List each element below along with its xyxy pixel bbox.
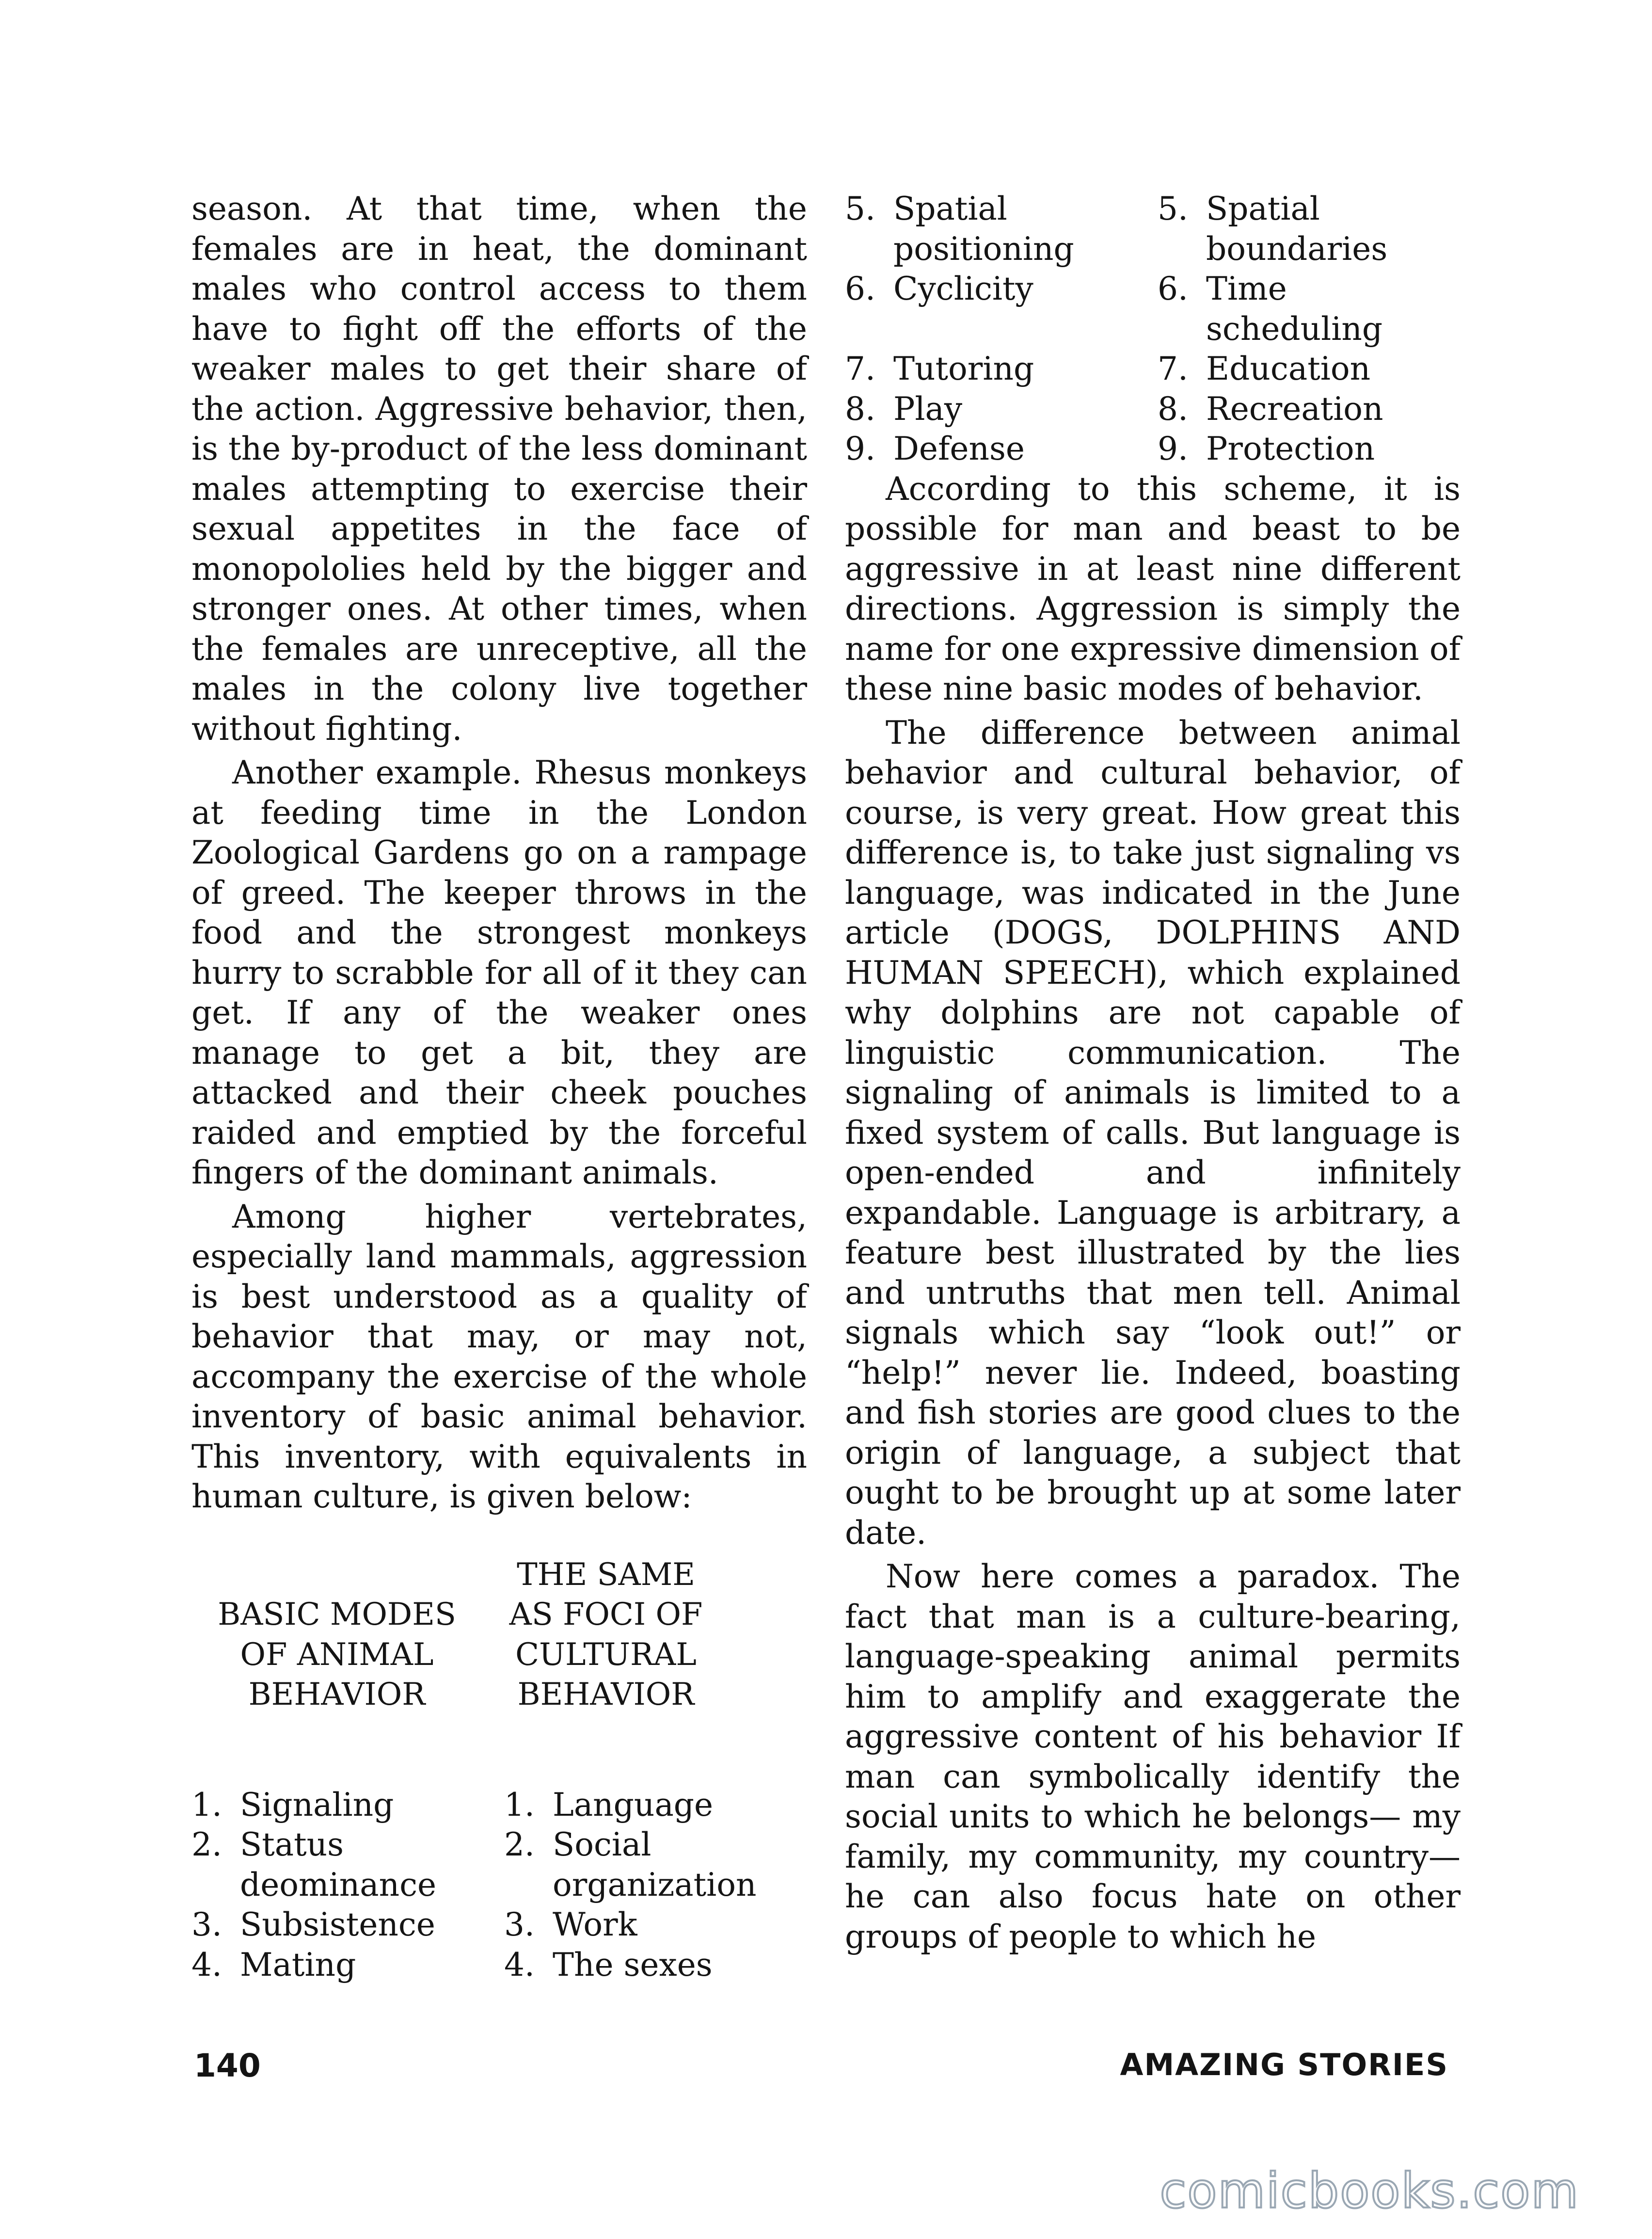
item-text — [893, 429, 1025, 469]
paragraph: According to this scheme, it is possible for man and beast to be aggressive in at least nine different directions. Aggression is simply the name for one expressive dimension of these nine basic modes of behavior. — [845, 470, 1461, 707]
list-item — [191, 1945, 356, 1985]
list-item — [191, 1785, 394, 1825]
heading-cultural-foci: THE SAME AS FOCI OF CULTURAL BEHAVIOR — [509, 1556, 703, 1712]
item-number: 7. — [1158, 350, 1188, 387]
list-item — [504, 1945, 713, 1985]
item-text — [893, 189, 1074, 269]
list-item — [845, 269, 1033, 309]
item-number: 9. — [1158, 430, 1188, 467]
table-headings — [191, 1555, 807, 1785]
list-item — [191, 1905, 435, 1945]
item-number: 8. — [845, 390, 875, 428]
item-text — [553, 1945, 713, 1985]
list-item — [845, 389, 962, 430]
item-line: Mating — [240, 1946, 356, 1983]
behavior-list-left — [191, 1785, 807, 1985]
item-line: Language — [553, 1786, 714, 1823]
item-number: 6. — [845, 270, 875, 307]
item-line: Play — [893, 390, 963, 428]
item-line: The sexes — [553, 1946, 713, 1983]
item-number: 1. — [504, 1786, 535, 1823]
item-text — [1206, 389, 1383, 430]
item-text — [553, 1905, 637, 1945]
item-text — [893, 269, 1033, 309]
paragraph: Now here comes a paradox. The fact that man is a culture-bearing, language-speaking animal permits him to amplify and exaggerate the aggressive content of his behavior If man can symbolically identify the social units to which he belongs— my family, my community, my country—he can also focus hate on other groups of people to which he — [845, 1558, 1461, 1955]
paragraph: season. At that time, when the females are in heat, the dominant males who control access to them have to fight off the efforts of the weaker males to get their share of the action. Aggressive behavior, then, is the by-product of the less dominant males attempting to exercise their sexual appetites in the face of monopololies held by the bigger and stronger ones. At other times, when the females are unreceptive, all the males in the colony live together without fighting. — [191, 190, 807, 748]
item-line: Status — [240, 1826, 344, 1863]
heading-basic-modes: BASIC MODES OF ANIMAL BEHAVIOR — [218, 1597, 456, 1712]
item-text — [1206, 429, 1375, 469]
item-text — [553, 1825, 757, 1905]
item-line: Work — [553, 1906, 637, 1943]
item-line: Time — [1206, 270, 1287, 307]
list-item — [1158, 269, 1382, 349]
item-line: Education — [1206, 350, 1371, 387]
item-number: 8. — [1158, 390, 1188, 428]
list-item — [1158, 349, 1370, 389]
item-number: 3. — [191, 1906, 222, 1943]
item-line: Protection — [1206, 430, 1375, 467]
paragraph: Another example. Rhesus monkeys at feeding time in the London Zoological Gardens go on a rampage of greed. The keeper throws in the food and the strongest monkeys hurry to scrabble for all of it they can get. If any of the weaker ones manage to get a bit, they are attacked and their cheek pouches raided and emptied by the forceful fingers of the dominant animals. — [191, 754, 807, 1191]
item-number: 7. — [845, 350, 875, 387]
item-text — [1206, 349, 1370, 389]
list-item — [845, 189, 1074, 269]
item-number: 5. — [845, 190, 875, 227]
item-line: Defense — [893, 430, 1025, 467]
item-line: Spatial — [1206, 190, 1320, 227]
item-text — [240, 1825, 436, 1905]
list-item — [845, 429, 1025, 469]
item-number: 3. — [504, 1906, 535, 1943]
list-item — [1158, 189, 1387, 269]
item-number: 4. — [191, 1946, 222, 1983]
item-text — [240, 1785, 394, 1825]
list-item — [1158, 389, 1383, 430]
list-item — [1158, 429, 1375, 469]
item-text — [1206, 189, 1387, 269]
item-text — [1206, 269, 1382, 349]
item-number: 2. — [504, 1826, 535, 1863]
page-number: 140 — [194, 2047, 261, 2084]
list-item — [845, 349, 1034, 389]
item-text — [553, 1785, 713, 1825]
item-line: positioning — [893, 230, 1074, 268]
item-line: Social — [553, 1826, 651, 1863]
item-line: organization — [553, 1866, 757, 1903]
running-title: AMAZING STORIES — [1120, 2047, 1448, 2082]
item-text — [240, 1905, 435, 1945]
list-item — [504, 1825, 757, 1905]
watermark: comicbooks.com — [1160, 2162, 1579, 2219]
item-line: Cyclicity — [893, 270, 1033, 307]
item-line: Tutoring — [893, 350, 1034, 387]
paragraph: Among higher vertebrates, especially land mammals, aggression is best understood as a quality of behavior that may, or may not, accompany the exercise of the whole inventory of basic animal behavior. This inventory, with equivalents in human culture, is given below: — [191, 1198, 807, 1515]
list-item — [191, 1825, 436, 1905]
behavior-list-right — [845, 189, 1461, 469]
item-number: 1. — [191, 1786, 222, 1823]
item-line: Recreation — [1206, 390, 1383, 428]
item-text — [893, 389, 962, 430]
item-number: 4. — [504, 1946, 535, 1983]
item-text — [893, 349, 1034, 389]
item-number: 2. — [191, 1826, 222, 1863]
item-text — [240, 1945, 356, 1985]
item-line: boundaries — [1206, 230, 1388, 268]
paragraph: The difference between animal behavior and cultural behavior, of course, is very great. How great this difference is, to take just signaling vs language, was indicated in the June article (DOGS, DOLPHINS AND HUMAN SPEECH), which explained why dolphins are not capable of linguistic communication. The signaling of animals is limited to a fixed system of calls. But language is open-ended and infinitely expandable. Language is arbitrary, a feature best illustrated by the lies and untruths that men tell. Animal signals which say “look out!” or “help!” never lie. Indeed, boasting and fish stories are good clues to the origin of language, a subject that ought to be brought up at some later date. — [845, 714, 1461, 1551]
list-item — [504, 1785, 713, 1825]
item-line: Subsistence — [240, 1906, 435, 1943]
right-column — [845, 189, 1461, 1957]
item-number: 5. — [1158, 190, 1188, 227]
item-line: Spatial — [893, 190, 1007, 227]
item-line: deominance — [240, 1866, 437, 1903]
item-line: Signaling — [240, 1786, 394, 1823]
item-number: 6. — [1158, 270, 1188, 307]
list-item — [504, 1905, 637, 1945]
left-column — [191, 189, 807, 1985]
item-number: 9. — [845, 430, 875, 467]
item-line: scheduling — [1206, 310, 1383, 348]
